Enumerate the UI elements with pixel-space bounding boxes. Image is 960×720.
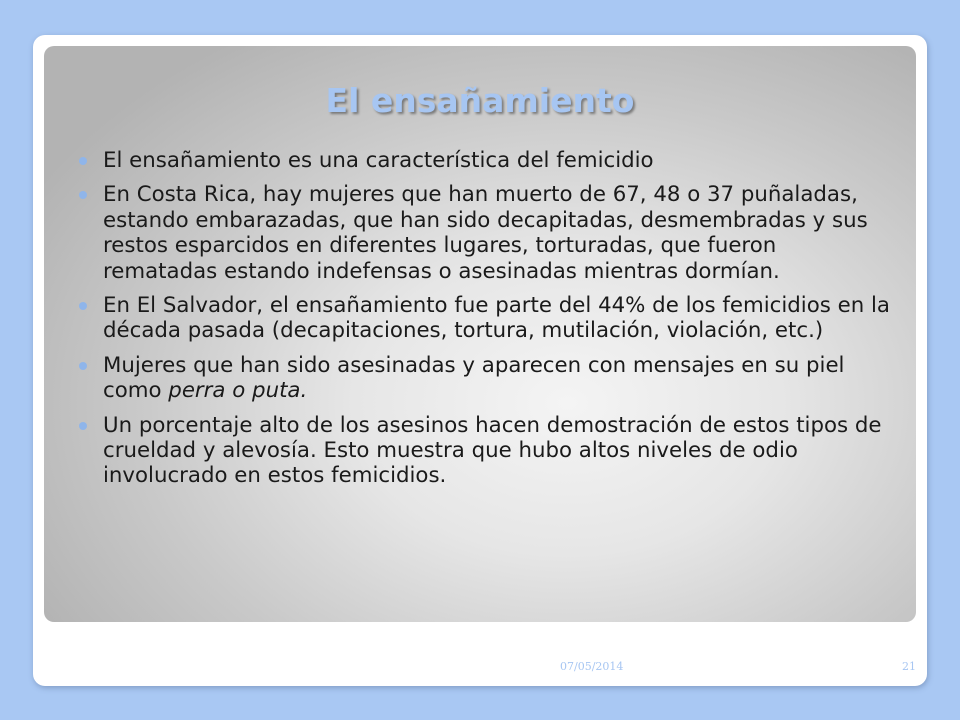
- bullet-text: En Costa Rica, hay mujeres que han muerto de 67, 48 o 37 puñaladas, estando embarazadas, que han sido decapitadas, desmembradas y sus restos esparcidos en diferentes lugares, torturadas, que fueron rematadas estando indefensas o asesinadas mientras dormían.: [103, 182, 868, 284]
- bullet-marker: [79, 362, 87, 370]
- footer-page-number: 21: [902, 660, 916, 673]
- footer-date: 07/05/2014: [560, 660, 624, 673]
- bullet-item: [76, 182, 896, 284]
- bullet-item: [76, 413, 896, 489]
- bullet-list: [76, 148, 896, 498]
- bullet-text: El ensañamiento es una característica del femicidio: [103, 148, 654, 173]
- bullet-text: En El Salvador, el ensañamiento fue parte del 44% de los femicidios en la década pasada (decapitaciones, tortura, mutilación, violación, etc.): [103, 293, 890, 344]
- bullet-item: [76, 353, 896, 404]
- bullet-marker: [79, 191, 87, 199]
- bullet-text: Un porcentaje alto de los asesinos hacen demostración de estos tipos de crueldad y alevosía. Esto muestra que hubo altos niveles de odio involucrado en estos femicidios.: [103, 412, 882, 489]
- bullet-marker: [79, 422, 87, 430]
- bullet-marker: [79, 302, 87, 310]
- bullet-emphasis: perra o puta.: [168, 378, 308, 404]
- bullet-marker: [79, 157, 87, 165]
- bullet-text: Mujeres que han sido asesinadas y aparecen con mensajes en su piel como: [103, 352, 845, 404]
- slide-title: El ensañamiento: [325, 81, 635, 120]
- bullet-item: [76, 293, 896, 344]
- bullet-item: [76, 148, 896, 173]
